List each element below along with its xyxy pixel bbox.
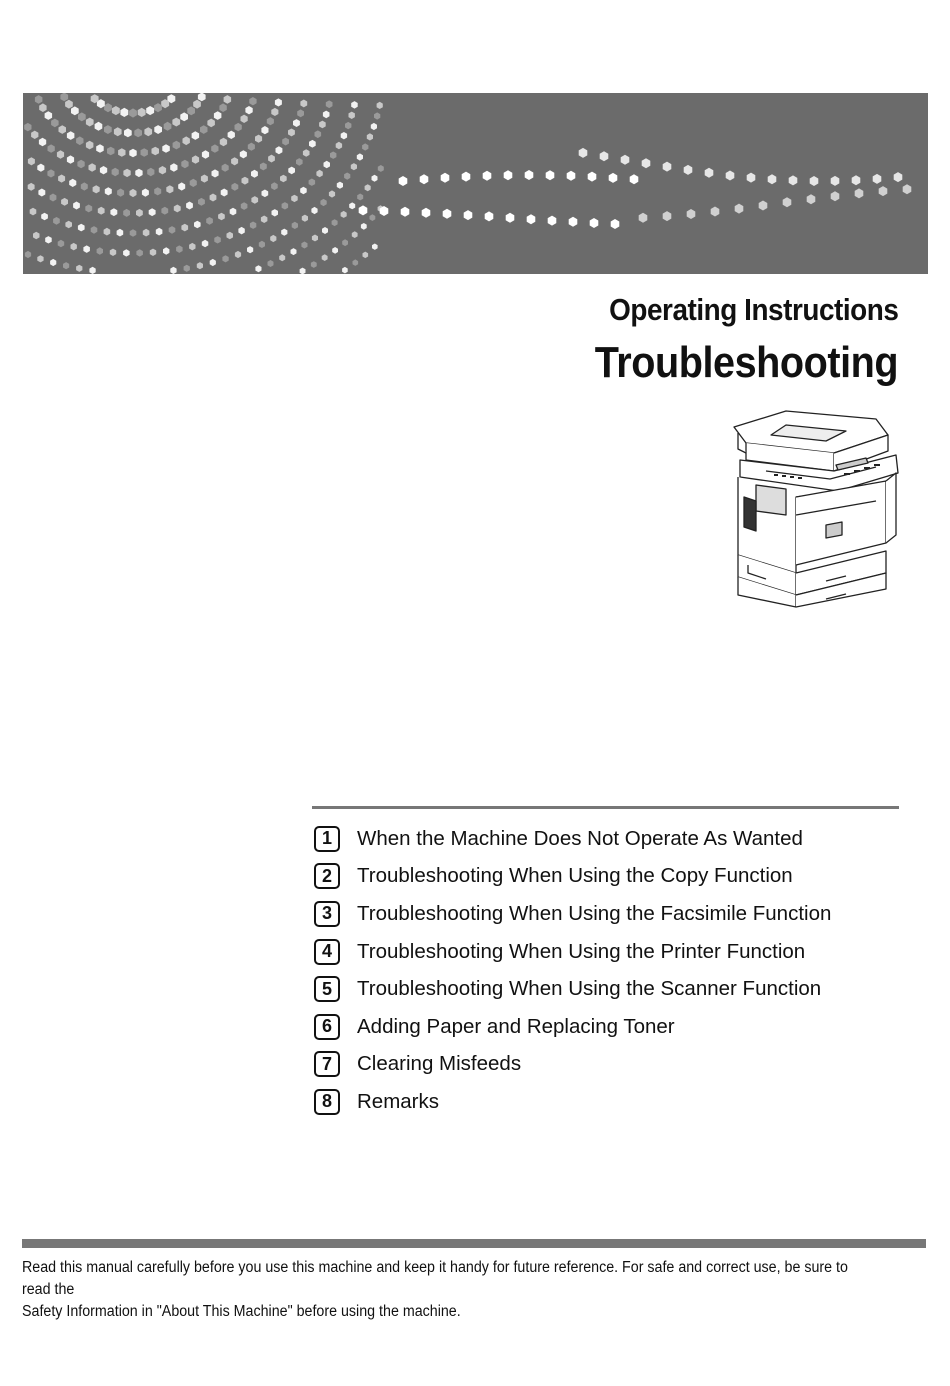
chapter-number-badge: 4: [314, 939, 340, 965]
chapter-number-badge: 7: [314, 1051, 340, 1077]
document-subtitle: Operating Instructions: [608, 292, 898, 327]
reading-notice: [22, 1257, 859, 1323]
toc-item-3[interactable]: [314, 895, 831, 933]
toc-item-8[interactable]: [314, 1083, 831, 1121]
chapter-title: Troubleshooting When Using the Scanner Function: [357, 977, 822, 1001]
toc-divider: [312, 806, 899, 809]
chapter-title: Troubleshooting When Using the Printer Function: [357, 939, 806, 963]
toc-item-1[interactable]: [314, 820, 831, 858]
footer-divider: [22, 1239, 926, 1248]
document-title: Troubleshooting: [594, 338, 898, 387]
chapter-number-badge: 3: [314, 901, 340, 927]
toc-item-2[interactable]: [314, 858, 831, 896]
toc-item-6[interactable]: [314, 1008, 831, 1046]
reading-notice-line-1: Read this manual carefully before you use this machine and keep it handy for future reference. For safe and correct use, be sure to read the: [22, 1259, 848, 1298]
chapter-title: Troubleshooting When Using the Copy Function: [357, 864, 793, 888]
chapter-title: When the Machine Does Not Operate As Wanted: [357, 826, 803, 850]
chapter-number-badge: 5: [314, 976, 340, 1002]
chapter-title: Adding Paper and Replacing Toner: [357, 1014, 675, 1038]
chapter-title: Troubleshooting When Using the Facsimile Function: [357, 901, 832, 925]
chapter-number-badge: 8: [314, 1089, 340, 1115]
chapter-number-badge: 1: [314, 826, 340, 852]
chapter-title: Clearing Misfeeds: [357, 1052, 522, 1076]
toc-item-4[interactable]: [314, 933, 831, 971]
multifunction-printer-icon: [726, 405, 901, 615]
chapter-title: Remarks: [357, 1089, 440, 1113]
chapter-number-badge: 2: [314, 863, 340, 889]
table-of-contents: [314, 820, 831, 1121]
dot-pattern-graphic: [23, 93, 928, 274]
chapter-number-badge: 6: [314, 1014, 340, 1040]
toc-item-7[interactable]: [314, 1046, 831, 1084]
reading-notice-line-2: Safety Information in "About This Machine" before using the machine.: [22, 1303, 461, 1320]
toc-item-5[interactable]: [314, 970, 831, 1008]
cover-banner: [23, 93, 928, 274]
